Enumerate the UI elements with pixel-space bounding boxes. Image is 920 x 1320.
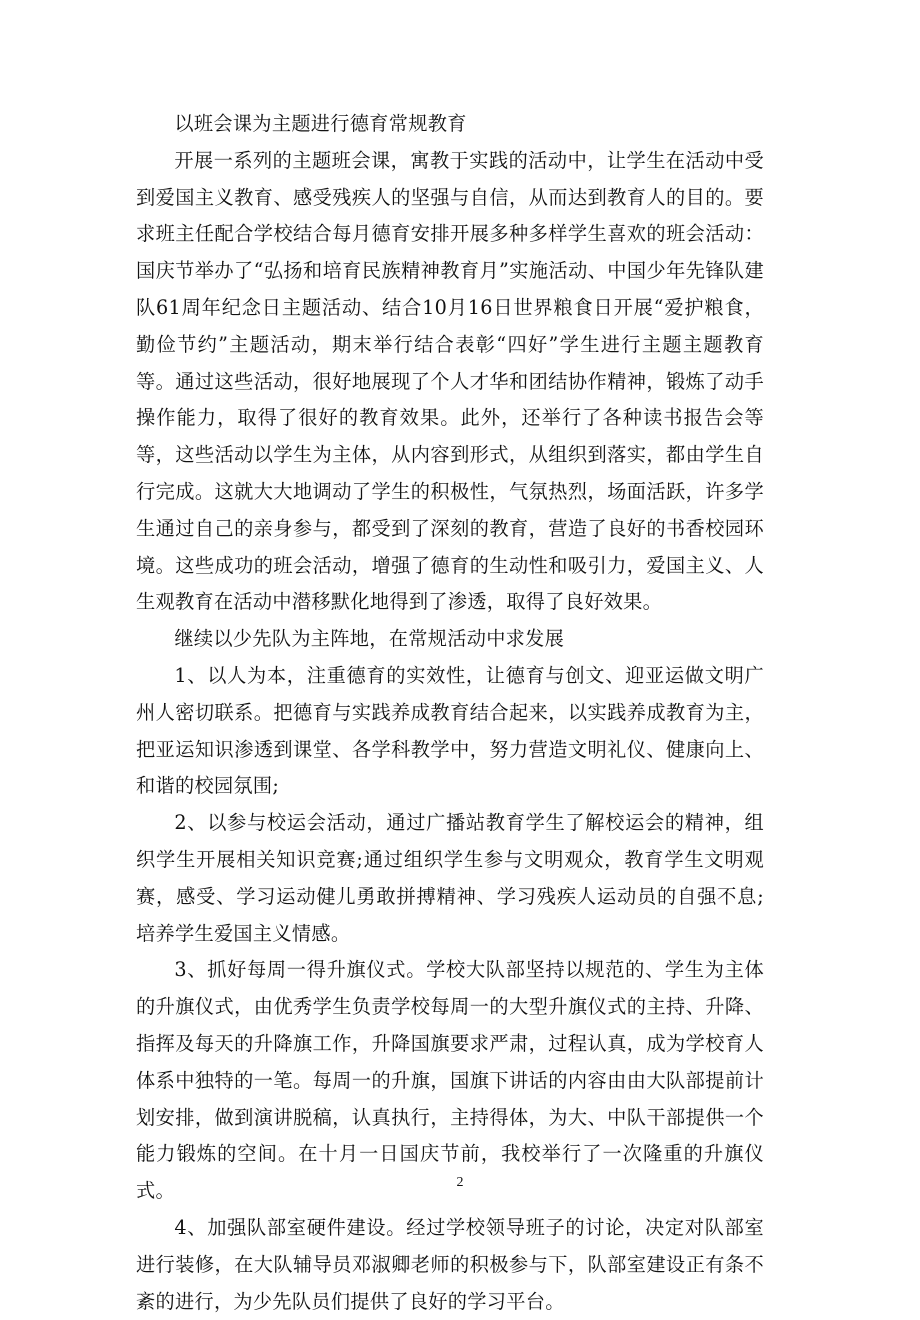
section-heading-young-pioneers: 继续以少先队为主阵地，在常规活动中求发展	[174, 627, 565, 651]
paragraph-item-3: 3、抓好每周一得升旗仪式。学校大队部坚持以规范的、学生为主体的升旗仪式，由优秀学生负责学校每周一的大型升旗仪式的主持、升降、指挥及每天的升降旗工作，升降国旗要求严肃，过程认真，成为学校育人体系中独特的一笔。每周一的升旗，国旗下讲话的内容由由大队部提前计划安排，做到演讲脱稿，认真执行，主持得体，为大、中队干部提供一个能力锻炼的空间。在十月一日国庆节前，我校举行了一次隆重的升旗仪式。	[136, 958, 764, 1203]
section-heading-class-meeting: 以班会课为主题进行德育常规教育	[174, 112, 467, 135]
paragraph-item-4: 4、加强队部室硬件建设。经过学校领导班子的讨论，决定对队部室进行装修，在大队辅导员邓淑卿老师的积极参与下，队部室建设正有条不紊的进行，为少先队员们提供了良好的学习平台。	[136, 1215, 764, 1313]
page-number: 2	[456, 1175, 464, 1190]
paragraph-class-meeting-activities: 开展一系列的主题班会课，寓教于实践的活动中，让学生在活动中受到爱国主义教育、感受残疾人的坚强与自信，从而达到教育人的目的。要求班主任配合学校结合每月德育安排开展多种多样学生喜欢的班会活动：国庆节举办了“弘扬和培育民族精神教育月”实施活动、中国少年先锋队建队61周年纪念日主题活动、结合10月16日世界粮食日开展“爱护粮食，勤俭节约”主题活动，期末举行结合表彰“四好”学生进行主题主题教育等。通过这些活动，很好地展现了个人才华和团结协作精神，锻炼了动手操作能力，取得了很好的教育效果。此外，还举行了各种读书报告会等等，这些活动以学生为主体，从内容到形式，从组织到落实，都由学生自行完成。这就大大地调动了学生的积极性，气氛热烈，场面活跃，许多学生通过自己的亲身参与，都受到了深刻的教育，营造了良好的书香校园环境。这些成功的班会活动，增强了德育的生动性和吸引力，爱国主义、人生观教育在活动中潜移默化地得到了渗透，取得了良好效果。	[136, 148, 764, 614]
document-body	[136, 106, 764, 1320]
paragraph-item-2: 2、以参与校运会活动，通过广播站教育学生了解校运会的精神，组织学生开展相关知识竞赛;通过组织学生参与文明观众，教育学生文明观赛，感受、学习运动健儿勇敢拼搏精神、学习残疾人运动员的自强不息;培养学生爱国主义情感。	[136, 811, 764, 945]
paragraph-item-1: 1、以人为本，注重德育的实效性，让德育与创文、迎亚运做文明广州人密切联系。把德育与实践养成教育结合起来，以实践养成教育为主，把亚运知识渗透到课堂、各学科教学中，努力营造文明礼仪、健康向上、和谐的校园氛围;	[136, 663, 764, 798]
